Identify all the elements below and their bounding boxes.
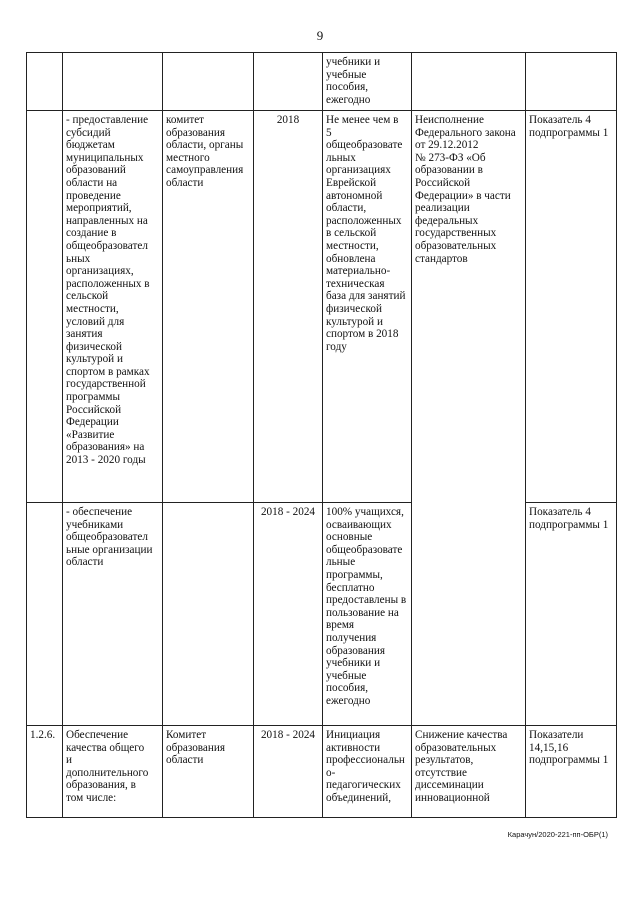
cell-result: учебники и учебные пособия, ежегодно bbox=[323, 53, 412, 111]
cell-executor: комитет образования области, органы местного самоуправления области bbox=[163, 111, 254, 503]
cell-result: Не менее чем в 5 общеобразовате льных организациях Еврейской автономной области, расположенных в сельской местности, обновлена материально- техническая база для занятий физической культурой и спортом в 2018 году bbox=[323, 111, 412, 503]
cell-indicator bbox=[526, 53, 617, 111]
cell-consequence: Неисполнение Федерального закона от 29.12.2012 № 273-ФЗ «Об образовании в Российской Федерации» в части реализации федеральных государственных образовательных стандартов bbox=[412, 111, 526, 726]
cell-term: 2018 - 2024 bbox=[254, 726, 323, 818]
cell-indicator: Показатели 14,15,16 подпрограммы 1 bbox=[526, 726, 617, 818]
program-table bbox=[26, 52, 617, 818]
cell-executor bbox=[163, 503, 254, 726]
page-number: 9 bbox=[316, 28, 324, 43]
cell-event: Обеспечение качества общего и дополнительного образования, в том числе: bbox=[63, 726, 163, 818]
cell-term: 2018 - 2024 bbox=[254, 503, 323, 726]
cell-indicator: Показатель 4 подпрограммы 1 bbox=[526, 111, 617, 503]
cell-result: Инициация активности профессиональн о- педагогических объединений, bbox=[323, 726, 412, 818]
cell-term: 2018 bbox=[254, 111, 323, 503]
cell-term bbox=[254, 53, 323, 111]
cell-executor bbox=[163, 53, 254, 111]
table-row bbox=[27, 111, 617, 503]
cell-consequence: Снижение качества образовательных результатов, отсутствие диссеминации инновационной bbox=[412, 726, 526, 818]
table-row bbox=[27, 726, 617, 818]
cell-executor: Комитет образования области bbox=[163, 726, 254, 818]
cell-number bbox=[27, 53, 63, 111]
cell-number: 1.2.6. bbox=[27, 726, 63, 818]
cell-indicator: Показатель 4 подпрограммы 1 bbox=[526, 503, 617, 726]
table-row bbox=[27, 503, 617, 726]
document-footer: Карачун/2020-221-пп-ОБР(1) bbox=[507, 830, 608, 839]
cell-result: 100% учащихся, осваивающих основные общеобразовате льные программы, бесплатно предоставлены в пользование на время получения образования учебники и учебные пособия, ежегодно bbox=[323, 503, 412, 726]
cell-event bbox=[63, 53, 163, 111]
cell-number bbox=[27, 111, 63, 503]
cell-number bbox=[27, 503, 63, 726]
cell-event: - предоставление субсидий бюджетам муниципальных образований области на проведение мероприятий, направленных на создание в общеобразовател ьных организациях, расположенных в сельской местности, условий для занятия физической культурой и спортом в рамках государственной программы Российской Федерации «Развитие образования» на 2013 - 2020 годы bbox=[63, 111, 163, 503]
cell-consequence bbox=[412, 53, 526, 111]
cell-event: - обеспечение учебниками общеобразовател ьные организации области bbox=[63, 503, 163, 726]
table-row bbox=[27, 53, 617, 111]
